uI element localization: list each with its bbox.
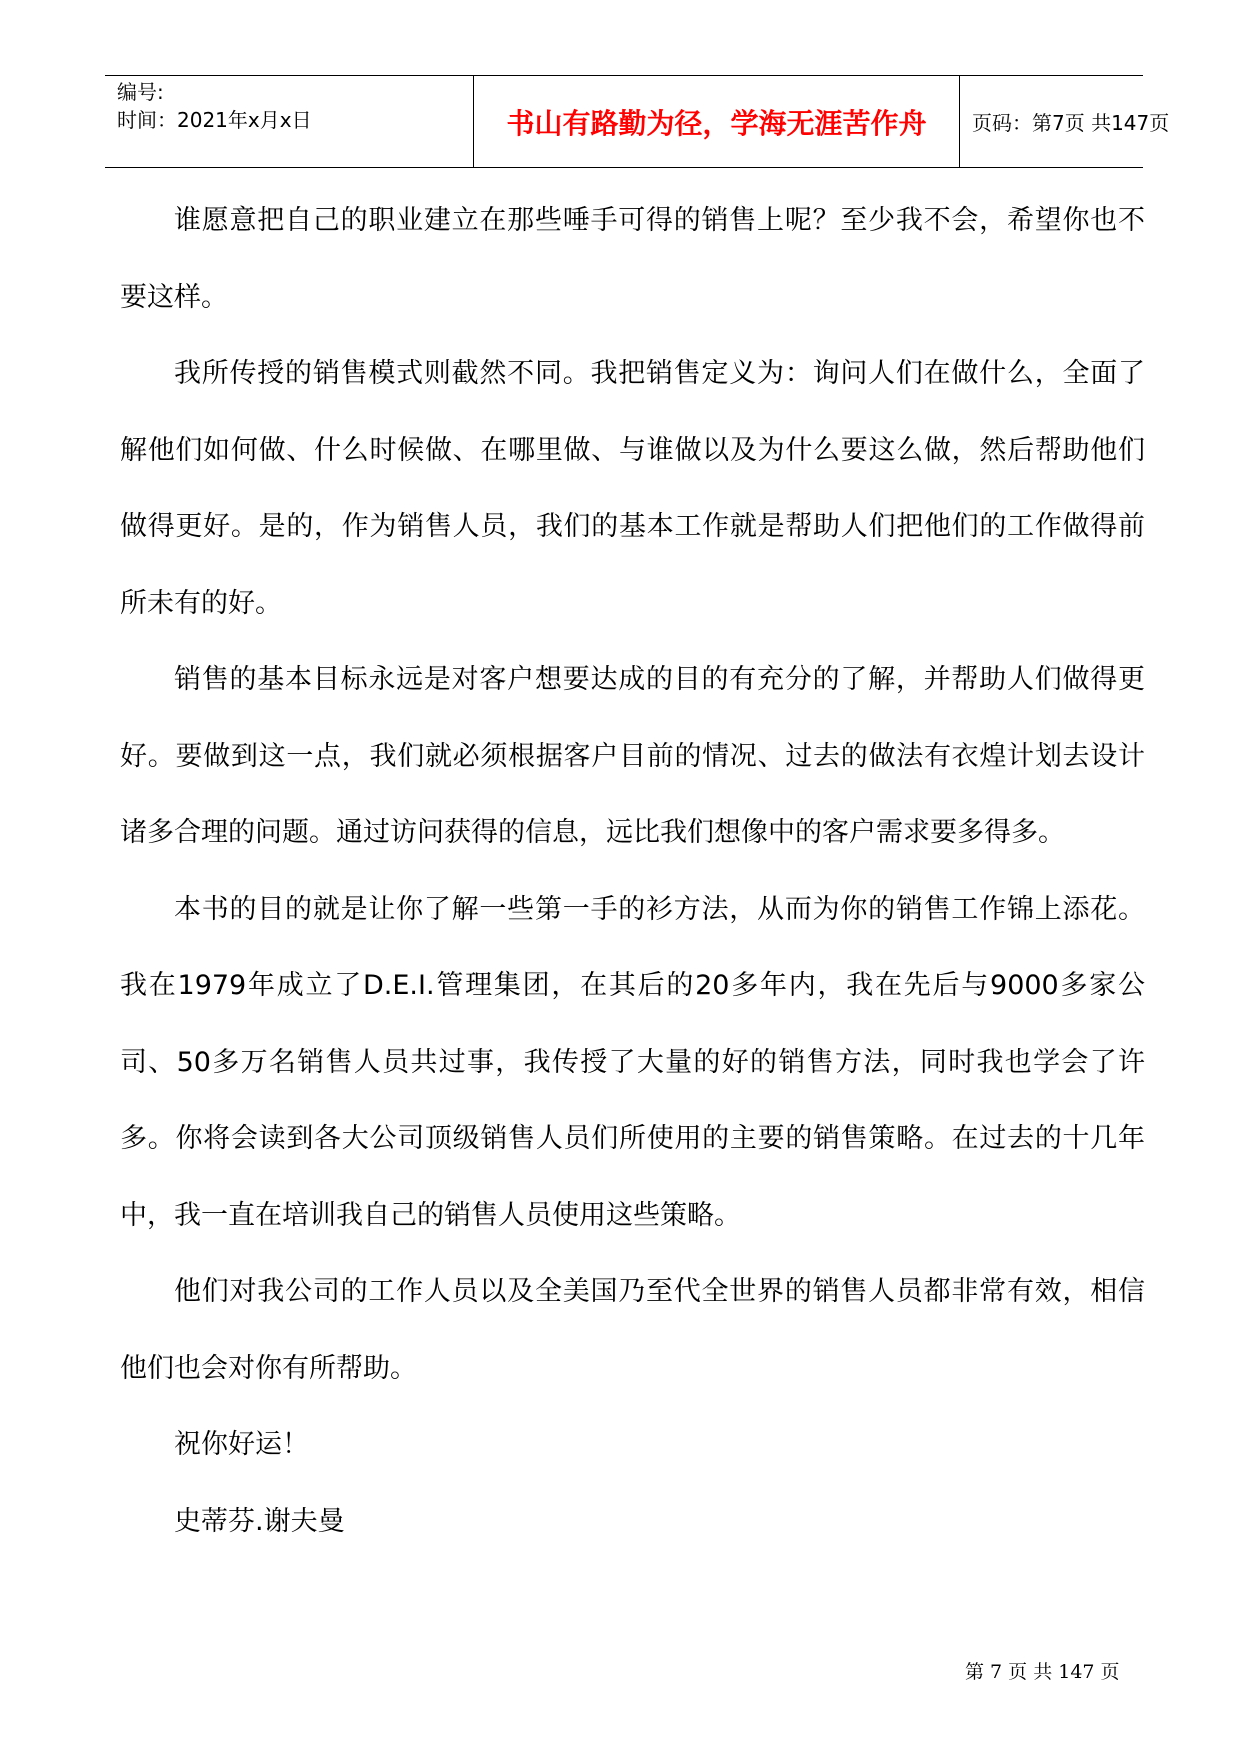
paragraph: 本书的目的就是让你了解一些第一手的衫方法，从而为你的销售工作锦上添花。我在1979年成立了D.E.I.管理集团，在其后的20多年内，我在先后与9000多家公司、50多万名销售人员共过事，我传授了大量的好的销售方法，同时我也学会了许多。你将会读到各大公司顶级销售人员们所使用的主要的销售策略。在过去的十几年中，我一直在培训我自己的销售人员使用这些策略。 (120, 893, 1145, 1231)
serial-number-label: 编号: (117, 80, 164, 104)
header-motto: 书山有路勤为径，学海无涯苦作舟 (506, 106, 927, 140)
header-page-info: 页码：第7页 共147页 (972, 111, 1170, 135)
paragraph: 我所传授的销售模式则截然不同。我把销售定义为：询问人们在做什么，全面了解他们如何做、什么时候做、在哪里做、与谁做以及为什么要这么做，然后帮助他们做得更好。是的，作为销售人员，我们的基本工作就是帮助人们把他们的工作做得前所未有的好。 (120, 358, 1145, 619)
time-label: 时间：2021年x月x日 (117, 108, 312, 132)
body-text (120, 183, 1145, 1560)
paragraph: 他们对我公司的工作人员以及全美国乃至代全世界的销售人员都非常有效，相信他们也会对你有所帮助。 (120, 1276, 1145, 1384)
header-divider (959, 76, 960, 167)
signature: 史蒂芬.谢夫曼 (174, 1505, 345, 1537)
paragraph: 销售的基本目标永远是对客户想要达成的目的有充分的了解，并帮助人们做得更好。要做到这一点，我们就必须根据客户目前的情况、过去的做法有衣煌计划去设计诸多合理的问题。通过访问获得的信息，远比我们想像中的客户需求要多得多。 (120, 664, 1145, 848)
header-meta (117, 76, 472, 167)
paragraph: 谁愿意把自己的职业建立在那些唾手可得的销售上呢？至少我不会，希望你也不要这样。 (120, 205, 1145, 313)
page-footer: 第 7 页 共 147 页 (965, 1661, 1120, 1683)
page-header (105, 75, 1170, 168)
greeting: 祝你好运！ (174, 1429, 309, 1460)
